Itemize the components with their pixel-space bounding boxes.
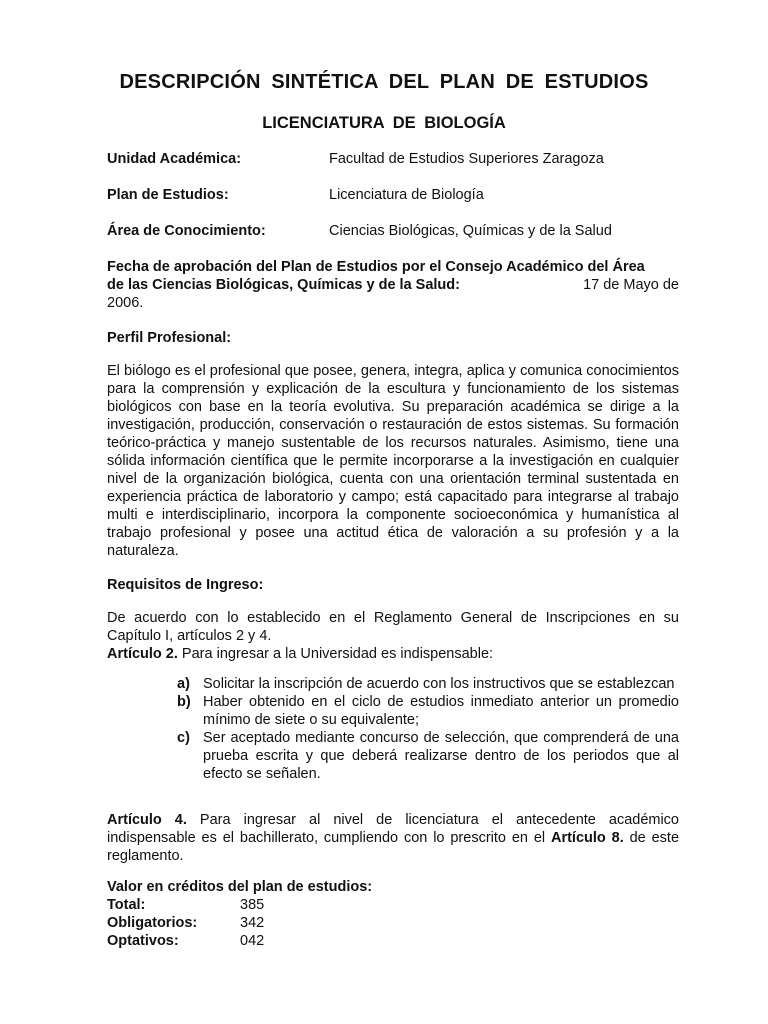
requisitos-list xyxy=(177,675,679,783)
list-marker: a) xyxy=(177,676,190,692)
approval-date-block xyxy=(107,258,679,312)
approval-year: 2006. xyxy=(107,295,144,311)
list-item-text: Solicitar la inscripción de acuerdo con los instructivos que se establezcan xyxy=(203,676,675,692)
articulo-4-tail: de este reglamento. xyxy=(107,830,680,864)
list-item xyxy=(177,693,679,729)
field-value: Facultad de Estudios Superiores Zaragoza xyxy=(329,151,604,167)
creditos-row-obligatorios xyxy=(107,914,407,932)
articulo-4 xyxy=(107,811,679,865)
articulo-4-label: Artículo 4. xyxy=(107,812,187,828)
creditos-block xyxy=(107,878,407,950)
creditos-value: 385 xyxy=(240,897,265,913)
list-item xyxy=(177,729,679,783)
articulo-4-text: Para ingresar al nivel de licenciatura el antecedente académico indispensable es el bachillerato, cumpliendo con lo prescrito en el xyxy=(107,812,679,846)
list-marker: b) xyxy=(177,694,191,710)
perfil-heading: Perfil Profesional: xyxy=(107,330,232,346)
creditos-label: Total: xyxy=(107,897,146,913)
field-label: Plan de Estudios: xyxy=(107,187,229,203)
list-marker: c) xyxy=(177,730,190,746)
field-value: Licenciatura de Biología xyxy=(329,187,484,203)
articulo-2-text: Para ingresar a la Universidad es indispensable: xyxy=(177,646,494,662)
creditos-row-optativos xyxy=(107,932,407,950)
page-title: DESCRIPCIÓN SINTÉTICA DEL PLAN DE ESTUDIOS xyxy=(119,71,649,93)
articulo-8-label: Artículo 8. xyxy=(550,830,624,846)
requisitos-heading: Requisitos de Ingreso: xyxy=(107,577,264,593)
creditos-value: 042 xyxy=(240,933,265,949)
list-item-text: Ser aceptado mediante concurso de selección, que comprenderá de una prueba escrita y que deberá realizarse dentro de los periodos que al efecto se señalen. xyxy=(203,730,679,782)
list-item-text: Haber obtenido en el ciclo de estudios inmediato anterior un promedio mínimo de siete o su equivalente; xyxy=(203,694,679,728)
approval-label-line1: Fecha de aprobación del Plan de Estudios por el Consejo Académico del Área xyxy=(107,259,645,275)
creditos-row-total xyxy=(107,896,407,914)
approval-label-line2: de las Ciencias Biológicas, Químicas y de la Salud: xyxy=(107,277,460,293)
articulo-2 xyxy=(107,645,679,663)
field-label: Área de Conocimiento: xyxy=(107,223,266,239)
creditos-value: 342 xyxy=(240,915,265,931)
list-item xyxy=(177,675,679,693)
creditos-label: Obligatorios: xyxy=(107,915,198,931)
approval-date: 17 de Mayo de xyxy=(583,277,679,293)
field-label: Unidad Académica: xyxy=(107,151,242,167)
field-value: Ciencias Biológicas, Químicas y de la Salud xyxy=(329,223,612,239)
articulo-2-label: Artículo 2. xyxy=(107,646,178,662)
creditos-label: Optativos: xyxy=(107,933,179,949)
page-subtitle: LICENCIATURA DE BIOLOGÍA xyxy=(262,114,506,132)
requisitos-intro: De acuerdo con lo establecido en el Reglamento General de Inscripciones en su Capítulo I, artículos 2 y 4. xyxy=(107,610,679,644)
perfil-text: El biólogo es el profesional que posee, genera, integra, aplica y comunica conocimientos para la comprensión y explicación de la escultura y funcionamiento de los sistemas biológicos con base en la teoría evolutiva. Su preparación académica se dirige a la investigación, producción, conservación o restauración de estos sistemas. Su formación teórico-práctica y manejo sustentable de los recursos naturales. Asimismo, tiene una sólida información científica que le permite incorporarse a la investigación en cualquier nivel de la organización biológica, cuenta con una orientación terminal sustentada en experiencia práctica de laboratorio y campo; está capacitado para integrarse al trabajo multi e interdisciplinario, incorpora la componente socioeconómica y humanística al trabajo profesional y posee una actitud ética de valoración a su profesión y a la naturaleza. xyxy=(107,363,679,559)
approval-line2 xyxy=(107,276,679,294)
creditos-heading: Valor en créditos del plan de estudios: xyxy=(107,879,373,895)
